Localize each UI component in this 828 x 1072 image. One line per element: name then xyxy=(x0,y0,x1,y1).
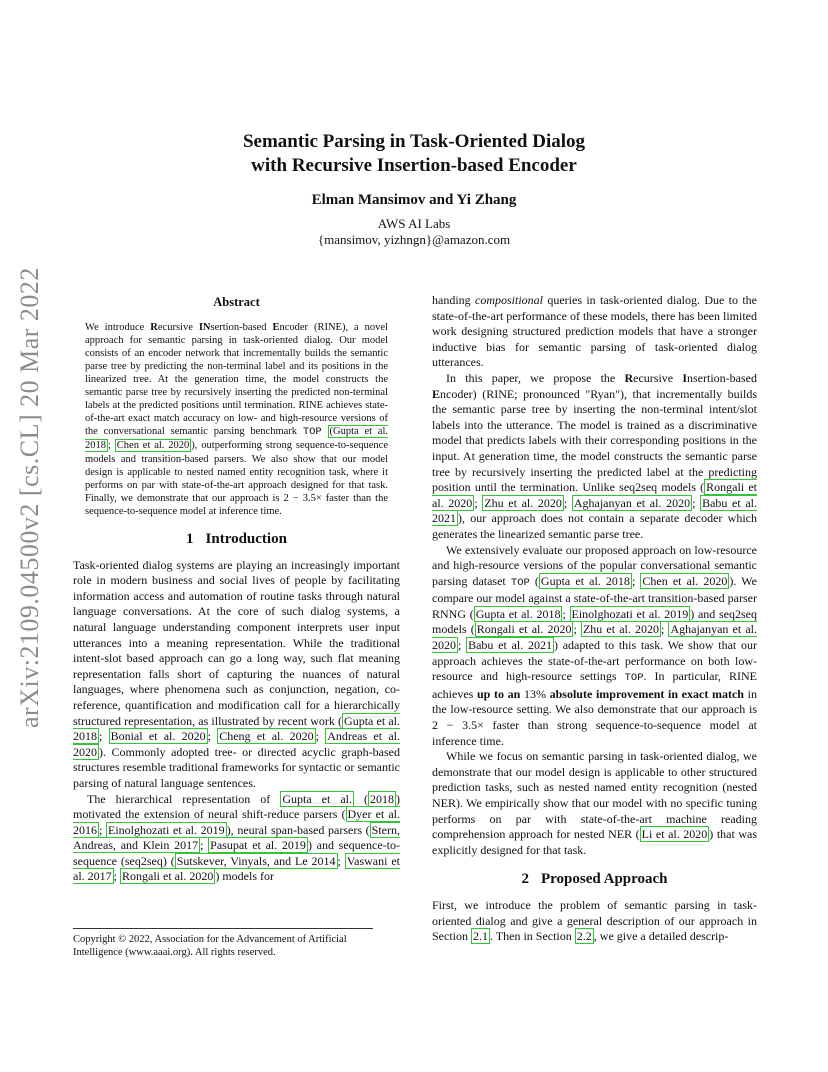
citation-link[interactable]: Dyer et al. 2016 xyxy=(73,807,400,837)
abstract-heading: Abstract xyxy=(213,295,260,309)
citation-link[interactable]: Babu et al. 2021 xyxy=(468,638,552,653)
intro-paragraph-1: Task-oriented dialog systems are playing an increasingly important role in modern business and social lives of people by facilitating information access and automation of routine tasks through natural language conversations. At the core of such dialog systems, a natural language understanding component interprets user input utterances into a meaning representation. While the traditional intent-slot based approach can go a long way, such flat meaning representation falls short of capturing the nuances of natural languages, where phenomena such as conjunction, negation, co-reference, quantification and modification call for a hierarchically structured representation, as illustrated by recent work ( Gupta et al. 2018 ; Bonial et al. 2020 ; Cheng et al. 2020 ; Andreas et al. 2020 ). Commonly adopted tree- or directed acyclic graph-based structures resemble traditional frameworks for syntactic or semantic parsing of natural language sentences. xyxy=(73,557,400,790)
affiliation-block xyxy=(0,216,828,248)
copyright-notice: Copyright © 2022, Association for the Advancement of Artificial Intelligence (www.aaai.org). All rights reserved. xyxy=(73,928,373,959)
citation-link[interactable]: Li et al. 2020 xyxy=(641,827,708,842)
email: {mansimov, yizhngn}@amazon.com xyxy=(317,232,511,247)
right-paragraph-2: In this paper, we propose the Recursive Insertion-based Encoder) (RINE; pronounced "Ryan"), that incrementally builds the semantic parse tree by inserting the non-terminal intent/slot labels into the utterance. The model is trained as a discriminative model that predicts labels with their corresponding positions in the input. At generation time, the model constructs the semantic parse tree by recursively inserting the predicted label at the predicting position until the termination. Unlike seq2seq models ( Rongali et al. 2020 ; Zhu et al. 2020 ; Aghajanyan et al. 2020 ; Babu et al. 2021 ), our approach does not contain a separate decoder which generates the linearized semantic parse tree. xyxy=(432,370,757,541)
right-paragraph-5: First, we introduce the problem of semantic parsing in task-oriented dialog and give a general description of our approach in Section 2.1 . Then in Section 2.2 , we give a detailed descrip- xyxy=(432,897,757,944)
citation-link[interactable]: Chen et al. 2020 xyxy=(642,573,728,588)
citation-link[interactable]: (Gupta et al. 2018 xyxy=(85,426,389,452)
citation-link[interactable]: 2018 xyxy=(370,791,395,806)
citation-link[interactable]: Sutskever, Vinyals, and Le 2014 xyxy=(176,853,336,868)
citation-link[interactable]: Aghajanyan et al. 2020 xyxy=(432,622,757,653)
section-heading-proposed-approach: 2 Proposed Approach xyxy=(521,871,668,888)
citation-link[interactable]: Rongali et al. 2020 xyxy=(122,869,214,884)
citation-link[interactable]: Zhu et al. 2020 xyxy=(484,495,562,510)
paper-title xyxy=(0,130,828,178)
section-heading-introduction: 1 Introduction xyxy=(186,531,287,547)
arxiv-id: arXiv:2109.04500v2 [cs.CL] 20 Mar 2022 xyxy=(15,267,44,728)
left-column xyxy=(73,295,400,885)
citation-link[interactable]: Einolghozati et al. 2019 xyxy=(571,606,689,621)
abstract-text: We introduce Recursive INsertion-based Encoder (RINE), a novel approach for semantic parsing in task-oriented dialog. Our model consists of an encoder network that incrementally builds the semantic parse tree by predicting the non-terminal label and its positions in the linearized tree. At the generation time, the model constructs the semantic parse tree by recursively inserting the predicted non-terminal labels at the predicted positions until termination. RINE achieves state-of-the-art exact match accuracy on low- and high-resource versions of the conversational semantic parsing benchmark TOP (Gupta et al. 2018 ; Chen et al. 2020 ), outperforming strong sequence-to-sequence models and transition-based parsers. We also show that our model design is applicable to nested named entity recognition task, where it performs on par with state-of-the-art approach designed for that task. Finally, we demonstrate that our approach is 2 − 3.5× faster than the sequence-to-sequence model at inference time. xyxy=(85,321,389,517)
citation-link[interactable]: Aghajanyan et al. 2020 xyxy=(573,495,691,510)
affiliation: AWS AI Labs xyxy=(377,216,451,231)
right-paragraph-4: While we focus on semantic parsing in task-oriented dialog, we demonstrate that our model design is applicable to other structured prediction tasks, such as nested named entity recognition (nested NER). We empirically show that our model with no specific tuning performs on par with state-of-the-art machine reading comprehension approach for nested NER ( Li et al. 2020 ) that was explicitly designed for that task. xyxy=(432,749,758,857)
citation-link[interactable]: Einolghozati et al. 2019 xyxy=(108,822,225,837)
right-paragraph-3: We extensively evaluate our proposed approach on low-resource and high-resource versions of the popular conversational semantic parsing dataset TOP ( Gupta et al. 2018 ; Chen et al. 2020 ). We compare our model against a state-of-the-art transition-based parser RNNG ( Gupta et al. 2018 ; Einolghozati et al. 2019 ) and seq2seq models ( Rongali et al. 2020 ; Zhu et al. 2020 ; Aghajanyan et al. 2020 ; Babu et al. 2021 ) adapted to this task. We show that our approach achieves the state-of-the-art performance on both low-resource and high-resource settings TOP. In particular, RINE achieves up to an 13% absolute improvement in exact match in the low-resource setting. We also demonstrate that our approach is 2 − 3.5× faster than strong sequence-to-sequence model at inference time. xyxy=(432,542,757,748)
citation-link[interactable]: Cheng et al. 2020 xyxy=(219,729,314,744)
citation-link[interactable]: Gupta et al. 2018 xyxy=(540,573,630,588)
right-paragraph-1: handing compositional queries in task-oriented dialog. Due to the state-of-the-art performance of these models, there has been limited work designing structured prediction models that have a stronger inductive bias for semantic parsing of task-oriented dialog utterances. xyxy=(432,293,757,370)
authors: Elman Mansimov and Yi Zhang xyxy=(311,192,517,208)
citation-link[interactable]: Pasupat et al. 2019 xyxy=(210,838,306,853)
citation-link[interactable]: Rongali et al. 2020 xyxy=(432,480,757,510)
citation-link[interactable]: Rongali et al. 2020 xyxy=(476,622,572,637)
citation-link[interactable]: Stern, Andreas, and Klein 2017 xyxy=(73,822,400,853)
citation-link[interactable]: Bonial et al. 2020 xyxy=(110,729,206,744)
title-line-1: Semantic Parsing in Task-Oriented Dialog xyxy=(242,131,586,152)
section-link[interactable]: 2.1 xyxy=(473,929,488,944)
citation-link[interactable]: Gupta et al. 2018 xyxy=(475,606,561,621)
intro-paragraph-2: The hierarchical representation of Gupta et al. ( 2018 ) motivated the extension of neural shift-reduce parsers ( Dyer et al. 2016 ; Einolghozati et al. 2019 ), neural span-based parsers ( Stern, Andreas, and Klein 2017 ; Pasupat et al. 2019 ) and sequence-to-sequence (seq2seq) ( Sutskever, Vinyals, and Le 2014 ; Vaswani et al. 2017 ; Rongali et al. 2020 ) models for xyxy=(73,791,401,884)
citation-link[interactable]: Vaswani et al. 2017 xyxy=(73,853,400,884)
citation-link[interactable]: Chen et al. 2020 xyxy=(116,440,190,452)
title-line-2: with Recursive Insertion-based Encoder xyxy=(251,155,577,176)
citation-link[interactable]: Gupta et al. xyxy=(282,791,352,806)
right-column xyxy=(432,293,757,945)
section-link[interactable]: 2.2 xyxy=(576,929,592,944)
citation-link[interactable]: Andreas et al. 2020 xyxy=(73,729,400,759)
arxiv-stamp xyxy=(10,267,50,728)
citation-link[interactable]: Babu et al. 2021 xyxy=(432,495,757,526)
citation-link[interactable]: Zhu et al. 2020 xyxy=(582,622,659,637)
citation-link[interactable]: Gupta et al. 2018 xyxy=(73,713,400,744)
